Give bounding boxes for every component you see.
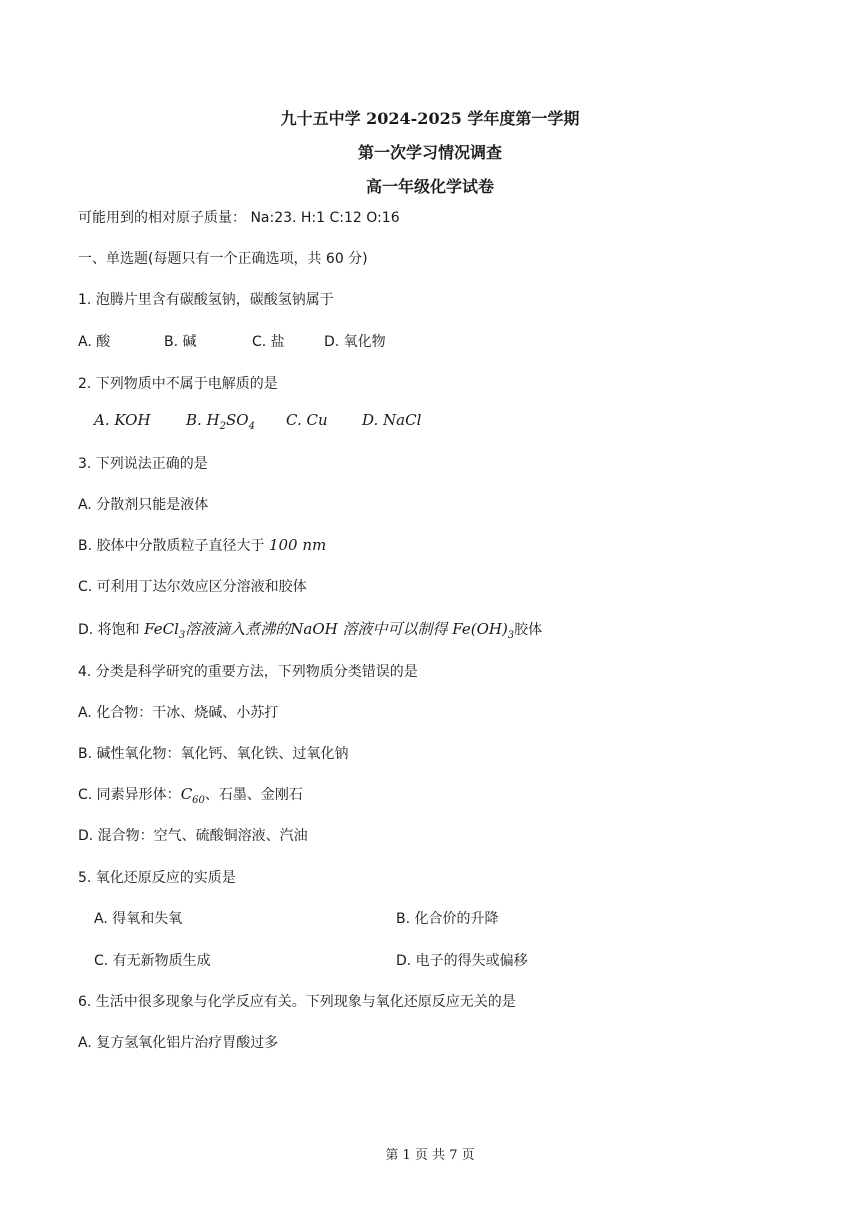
exam-title: 九十五中学 2024-2025 学年度第一学期 — [280, 109, 580, 128]
section-heading: 一、单选题(每题只有一个正确选项，共 60 分) — [78, 251, 368, 267]
question-3-option-a: A. 分散剂只能是液体 — [78, 497, 209, 513]
question-5-option-d: D. 电子的得失或偏移 — [396, 953, 528, 969]
option-a: A. 酸 — [78, 334, 111, 350]
question-2-options — [94, 411, 421, 432]
question-3-option-c: C. 可利用丁达尔效应区分溶液和胶体 — [78, 579, 307, 595]
question-6-option-a: A. 复方氢氧化铝片治疗胃酸过多 — [78, 1035, 279, 1051]
exam-grade-subject: 高一年级化学试卷 — [365, 177, 494, 196]
question-3-stem: 3. 下列说法正确的是 — [78, 456, 208, 472]
question-4-stem: 4. 分类是科学研究的重要方法，下列物质分类错误的是 — [78, 664, 418, 680]
option-c: C. 盐 — [252, 334, 285, 350]
exam-subtitle: 第一次学习情况调查 — [357, 143, 502, 162]
question-6-stem: 6. 生活中很多现象与化学反应有关。下列现象与氧化还原反应无关的是 — [78, 994, 516, 1010]
option-c: C. Cu — [286, 411, 328, 429]
option-d: D. NaCl — [362, 411, 422, 429]
question-1-stem: 1. 泡腾片里含有碳酸氢钠，碳酸氢钠属于 — [78, 292, 334, 308]
math-expression: 100 nm — [268, 536, 327, 554]
question-4-option-a: A. 化合物：干冰、烧碱、小苏打 — [78, 705, 279, 721]
option-a: A. KOH — [94, 411, 151, 429]
question-5-stem: 5. 氧化还原反应的实质是 — [78, 870, 236, 886]
question-3-option-d: D. 将饱和 FeCl$_3$溶液滴入煮沸的NaOH 溶液中可以制得 $Fe(OH)_3$胶体 — [78, 620, 543, 641]
question-2-stem: 2. 下列物质中不属于电解质的是 — [78, 376, 278, 392]
question-4-option-b: B. 碱性氧化物：氧化钙、氧化铁、过氧化钠 — [78, 746, 349, 762]
question-4-option-d: D. 混合物：空气、硫酸铜溶液、汽油 — [78, 828, 308, 844]
question-1-options — [78, 331, 386, 351]
question-5-option-a: A. 得氧和失氧 — [94, 911, 183, 927]
atomic-mass-note: 可能用到的相对原子质量： Na:23. H:1 C:12 O:16 — [78, 210, 400, 226]
page-footer: 第 1 页 共 7 页 — [385, 1148, 475, 1163]
question-4-option-c: C. 同素异形体：$C_{60}$、石墨、金刚石 — [78, 785, 303, 806]
math-expression: $C_{60}$ — [180, 785, 205, 806]
question-5-option-c: C. 有无新物质生成 — [94, 953, 211, 969]
option-b: B. $H_2SO_4$ — [186, 411, 255, 432]
option-d: D. 氧化物 — [324, 334, 386, 350]
question-3-option-b: B. 胶体中分散质粒子直径大于 100 nm — [78, 536, 327, 554]
option-b: B. 碱 — [164, 334, 197, 350]
math-expression: FeCl$_3$溶液滴入煮沸的NaOH 溶液中可以制得 $Fe(OH)_3$ — [144, 620, 515, 641]
question-5-option-b: B. 化合价的升降 — [396, 911, 499, 927]
